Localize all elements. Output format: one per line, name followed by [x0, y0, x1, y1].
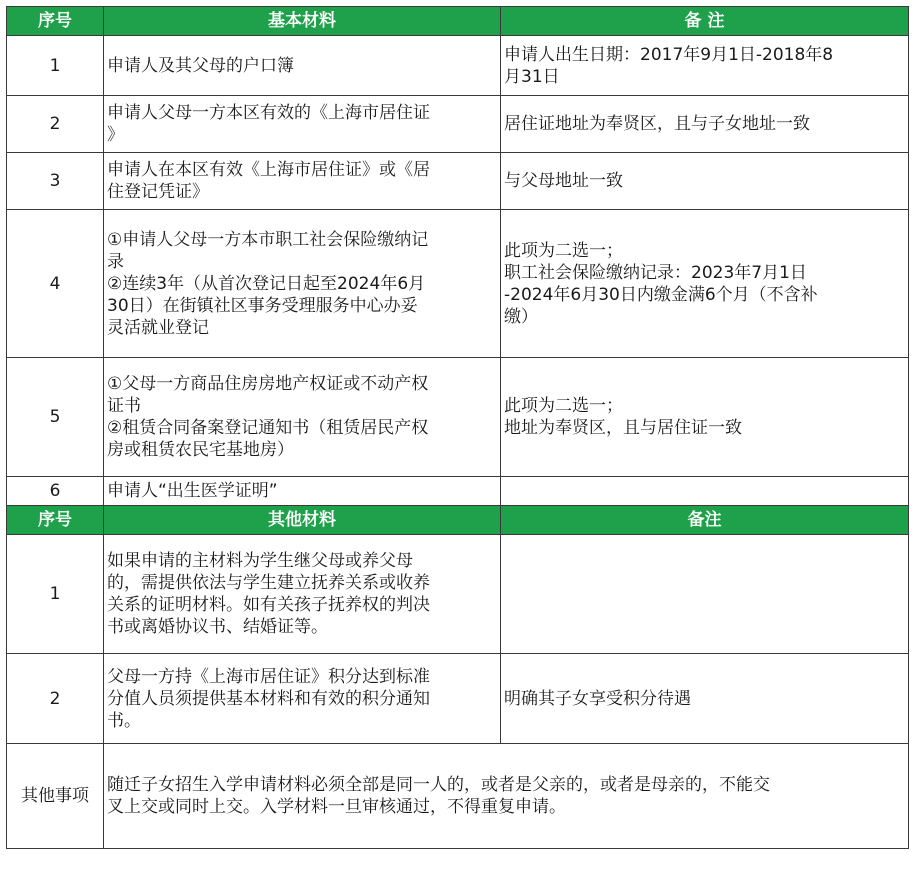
text-line: 月31日	[504, 66, 560, 87]
text-line: 的，需提供依法与学生建立抚养关系或收养	[107, 573, 430, 593]
table-row	[7, 153, 909, 210]
text-line: ②连续3年（从首次登记日起至2024年6月	[107, 273, 426, 294]
text-line: 父母一方持《上海市居住证》积分达到标准	[107, 666, 430, 687]
material-cell	[104, 477, 501, 506]
header-material: 其他材料	[104, 506, 501, 535]
header-material: 基本材料	[104, 7, 501, 36]
table-row	[7, 36, 909, 96]
text-line: 30日）在街镇社区事务受理服务中心办妥	[107, 295, 418, 316]
text-line: 叉上交或同时上交。入学材料一旦审核通过，不得重复申请。	[107, 797, 566, 817]
text-line: 缴）	[504, 306, 538, 327]
text-line: ①父母一方商品住房房地产权证或不动产权	[107, 374, 429, 394]
text-line: ②租赁合同备案登记通知书（租赁居民产权	[107, 418, 429, 438]
other-matters-row	[7, 744, 909, 849]
text-line: 书或离婚协议书、结婚证等。	[107, 617, 328, 637]
text-line: 申请人出生日期：2017年9月1日-2018年8	[504, 44, 834, 65]
text-line: -2024年6月30日内缴金满6个月（不含补	[504, 284, 818, 305]
text-line: 分值人员须提供基本材料和有效的积分通知	[107, 688, 430, 709]
text-line: 灵活就业登记	[107, 317, 209, 338]
note-cell	[501, 36, 909, 96]
text-line: 》	[107, 125, 124, 145]
row-number: 3	[7, 153, 104, 210]
row-number: 1	[7, 535, 104, 654]
header-num: 序号	[7, 7, 104, 36]
enrollment-materials-table	[6, 6, 909, 849]
material-cell	[104, 654, 501, 744]
table-row	[7, 654, 909, 744]
material-cell	[104, 153, 501, 210]
text-line: 证书	[107, 396, 141, 416]
text-line: 录	[107, 251, 124, 272]
header-num: 序号	[7, 506, 104, 535]
row-number: 2	[7, 654, 104, 744]
text-line: 申请人在本区有效《上海市居住证》或《居	[107, 160, 430, 180]
text-line: 居住证地址为奉贤区，且与子女地址一致	[504, 114, 810, 134]
table-row	[7, 210, 909, 358]
material-cell	[104, 210, 501, 358]
material-cell	[104, 36, 501, 96]
text-line: 房或租赁农民宅基地房）	[107, 440, 294, 460]
text-line: 职工社会保险缴纳记录：2023年7月1日	[504, 262, 807, 283]
note-cell	[501, 96, 909, 153]
note-cell	[501, 358, 909, 477]
text-line: 申请人及其父母的户口簿	[107, 55, 294, 76]
text-line: 此项为二选一；	[504, 396, 623, 416]
other-materials-header	[7, 506, 909, 535]
row-number: 1	[7, 36, 104, 96]
text-line: 申请人父母一方本区有效的《上海市居住证	[107, 103, 430, 123]
text-line: 如果申请的主材料为学生继父母或养父母	[107, 551, 413, 571]
row-number: 6	[7, 477, 104, 506]
table-row	[7, 535, 909, 654]
header-note: 备 注	[501, 7, 909, 36]
basic-materials-header	[7, 7, 909, 36]
text-line: 申请人“出生医学证明”	[107, 481, 278, 501]
note-cell	[501, 477, 909, 506]
text-line: 此项为二选一；	[504, 240, 623, 261]
row-number: 5	[7, 358, 104, 477]
text-line: 关系的证明材料。如有关孩子抚养权的判决	[107, 595, 430, 615]
material-cell	[104, 358, 501, 477]
other-matters-text	[104, 744, 909, 849]
text-line: 与父母地址一致	[504, 171, 623, 191]
table-row	[7, 96, 909, 153]
table-row	[7, 477, 909, 506]
text-line: 随迁子女招生入学申请材料必须全部是同一人的，或者是父亲的，或者是母亲的，不能交	[107, 775, 770, 795]
header-note: 备注	[501, 506, 909, 535]
table-body	[7, 7, 909, 849]
note-cell	[501, 210, 909, 358]
text-line: ①申请人父母一方本市职工社会保险缴纳记	[107, 229, 429, 250]
material-cell	[104, 96, 501, 153]
text-line: 地址为奉贤区，且与居住证一致	[504, 418, 742, 438]
note-cell	[501, 153, 909, 210]
other-matters-label: 其他事项	[7, 744, 104, 849]
row-number: 4	[7, 210, 104, 358]
text-line: 住登记凭证》	[107, 182, 209, 202]
note-cell	[501, 535, 909, 654]
text-line: 明确其子女享受积分待遇	[504, 688, 691, 709]
material-cell	[104, 535, 501, 654]
table-row	[7, 358, 909, 477]
note-cell	[501, 654, 909, 744]
text-line: 书。	[107, 710, 141, 731]
row-number: 2	[7, 96, 104, 153]
